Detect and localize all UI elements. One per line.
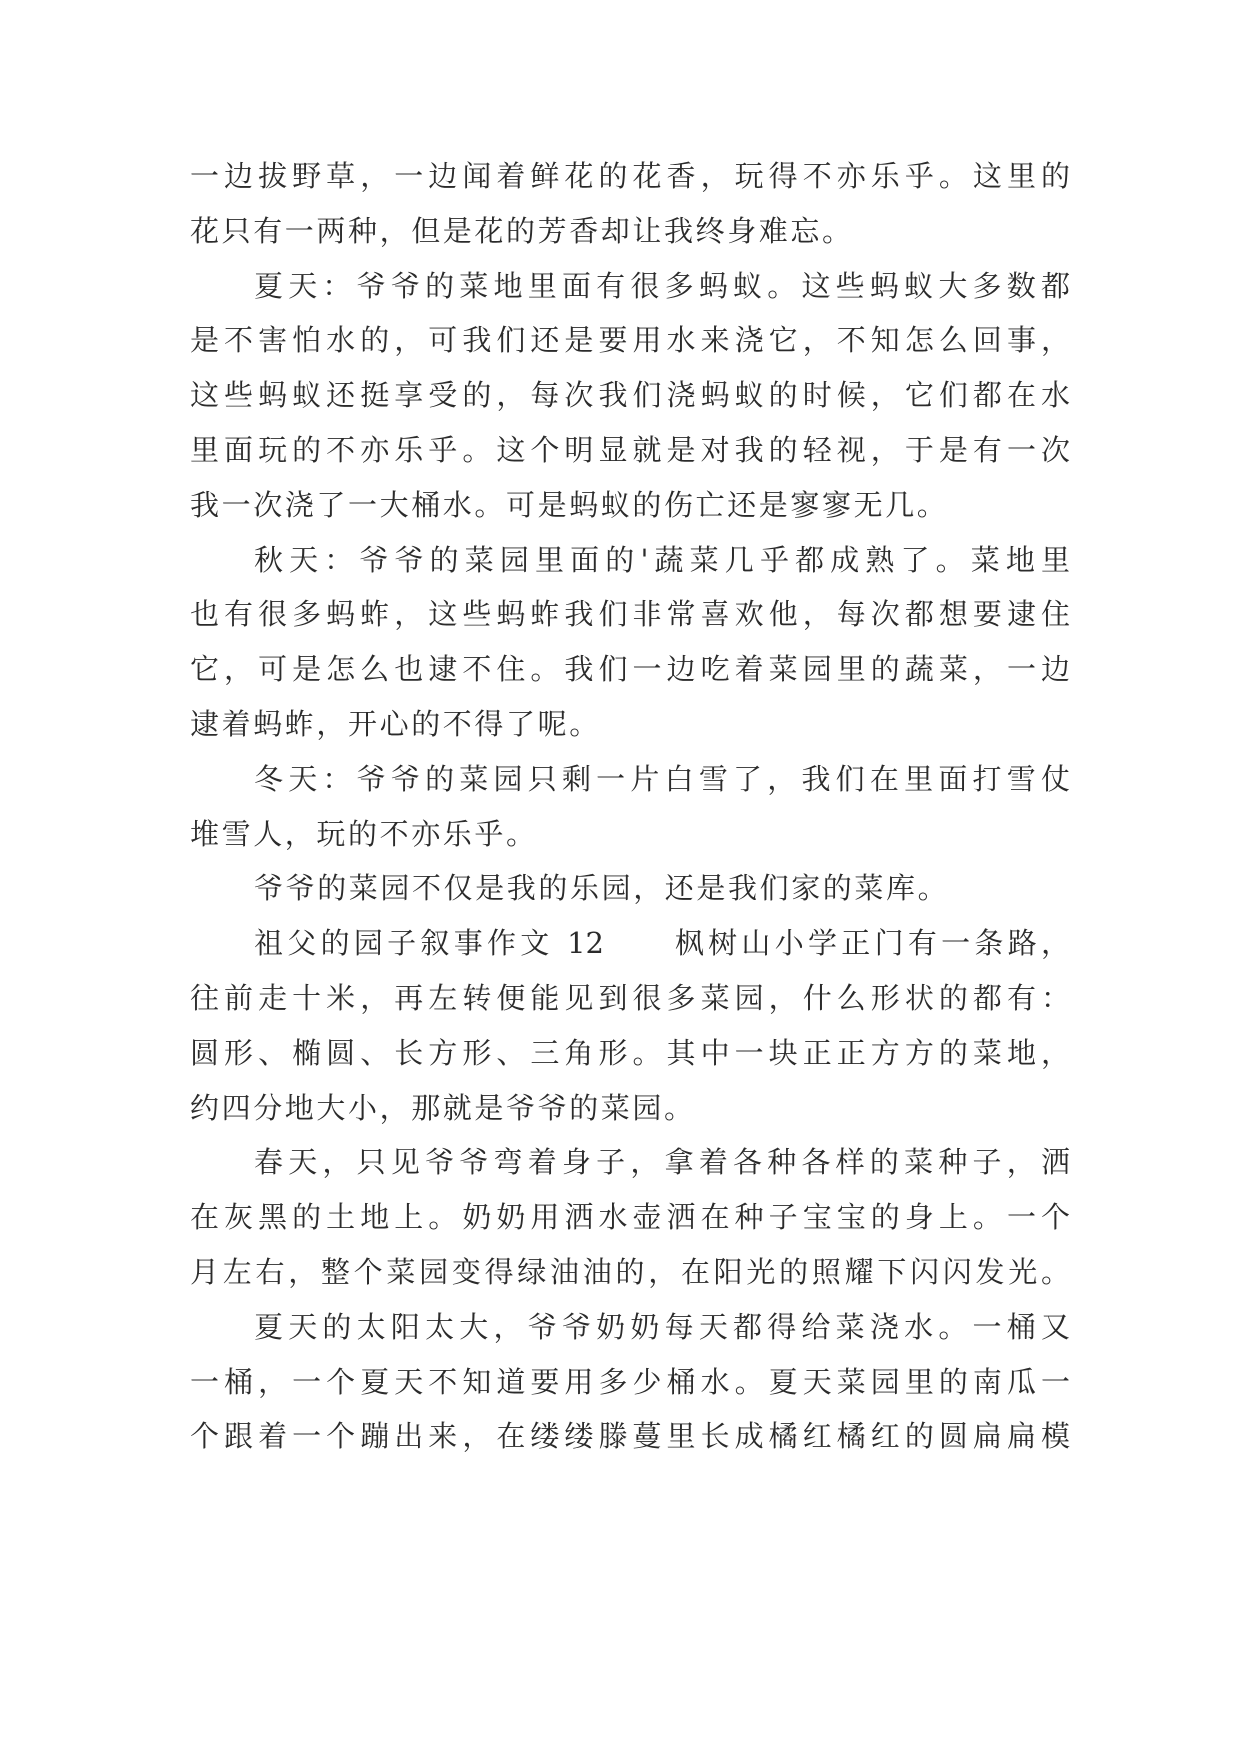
text-line: 也有很多蚂蚱，这些蚂蚱我们非常喜欢他，每次都想要逮住 [190, 597, 1070, 632]
text-line: 我一次浇了一大桶水。可是蚂蚁的伤亡还是寥寥无几。 [190, 487, 949, 522]
text-line: 冬天：爷爷的菜园只剩一片白雪了，我们在里面打雪仗 [254, 761, 1070, 796]
text-line: 个跟着一个蹦出来，在缕缕滕蔓里长成橘红橘红的圆扁扁模 [190, 1419, 1070, 1454]
text-line: 一桶，一个夏天不知道要用多少桶水。夏天菜园里的南瓜一 [190, 1364, 1070, 1399]
text-line: 夏天：爷爷的菜地里面有很多蚂蚁。这些蚂蚁大多数都 [254, 268, 1070, 303]
text-line: 它，可是怎么也逮不住。我们一边吃着菜园里的蔬菜，一边 [190, 652, 1070, 687]
text-line: 秋天：爷爷的菜园里面的'蔬菜几乎都成熟了。菜地里 [254, 542, 1070, 577]
text-line: 夏天的太阳太大，爷爷奶奶每天都得给菜浇水。一桶又 [254, 1309, 1070, 1344]
text-line: 祖父的园子叙事作文 12 枫树山小学正门有一条路， [254, 926, 1070, 961]
text-line: 往前走十米，再左转便能见到很多菜园，什么形状的都有： [190, 981, 1070, 1015]
text-line: 是不害怕水的，可我们还是要用水来浇它，不知怎么回事， [190, 323, 1070, 358]
text-line: 一边拔野草，一边闻着鲜花的花香，玩得不亦乐乎。这里的 [190, 159, 1070, 193]
text-line: 花只有一两种，但是花的芳香却让我终身难忘。 [190, 213, 854, 248]
text-line: 堆雪人，玩的不亦乐乎。 [190, 816, 538, 851]
text-line: 这些蚂蚁还挺享受的，每次我们浇蚂蚁的时候，它们都在水 [190, 378, 1070, 413]
text-line: 在灰黑的土地上。奶奶用洒水壶洒在种子宝宝的身上。一个 [190, 1200, 1070, 1235]
text-line: 里面玩的不亦乐乎。这个明显就是对我的轻视，于是有一次 [190, 433, 1070, 467]
text-line: 春天，只见爷爷弯着身子，拿着各种各样的菜种子，洒 [254, 1145, 1070, 1180]
text-line: 圆形、椭圆、长方形、三角形。其中一块正正方方的菜地， [190, 1035, 1070, 1070]
text-line: 约四分地大小，那就是爷爷的菜园。 [190, 1090, 696, 1125]
text-line: 月左右，整个菜园变得绿油油的，在阳光的照耀下闪闪发光。 [190, 1255, 1070, 1289]
text-line: 逮着蚂蚱，开心的不得了呢。 [190, 707, 601, 741]
text-line: 爷爷的菜园不仅是我的乐园，还是我们家的菜库。 [254, 871, 950, 906]
